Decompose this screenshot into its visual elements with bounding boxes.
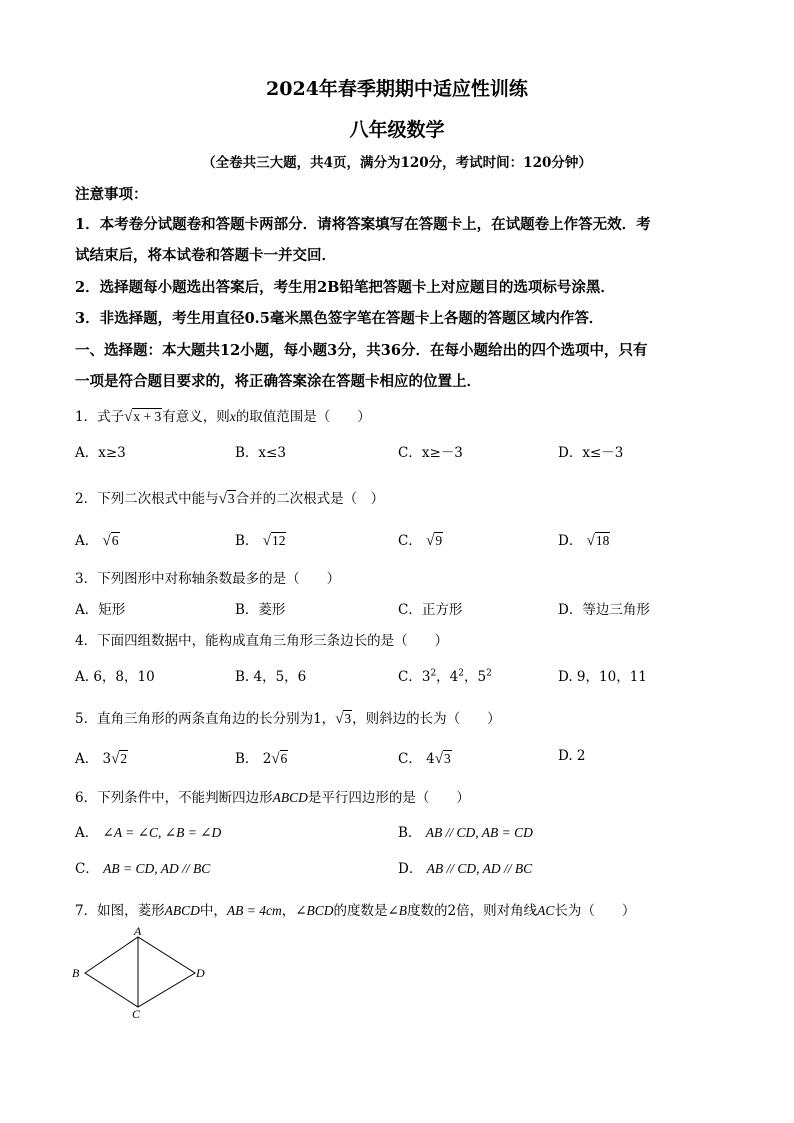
question-1-option-d: D．x≤－3 (558, 445, 624, 461)
option-label: C． (398, 751, 422, 767)
radical: √6 (271, 751, 288, 767)
exponent: 2 (486, 668, 492, 679)
option-label: D． (558, 533, 583, 549)
question-1-radicand: x + 3 (133, 409, 162, 424)
option-expression: AB // CD, AB = CD (425, 825, 533, 840)
option-label: A． (75, 533, 99, 549)
question-3-option-b: B．菱形 (235, 602, 286, 618)
question-7-angle-bcd: ∠BCD (295, 903, 334, 918)
notice-item-1-line-1: 1．本考卷分试题卷和答题卡两部分．请将答案填写在答题卡上，在试题卷上作答无效．考 (75, 216, 651, 233)
question-6-quadrilateral: ABCD (272, 790, 308, 805)
question-2-radicand: 3 (227, 491, 235, 506)
question-5 (75, 707, 501, 728)
question-7-separator: ， (281, 903, 296, 919)
question-1-suffix: 的取值范围是（ ） (235, 409, 371, 425)
question-7-angle-b: ∠B (387, 903, 408, 918)
vertex-label-d: D (196, 966, 205, 980)
vertex-label-c: C (132, 1007, 141, 1020)
question-3-option-c: C．正方形 (398, 602, 463, 618)
question-1-option-c: C．x≥－3 (398, 445, 463, 461)
notice-item-1-line-2: 试结束后，将本试卷和答题卡一并交回． (75, 247, 336, 264)
subject-title: 八年级数学 (349, 119, 445, 141)
radicand: 6 (111, 533, 119, 548)
question-2-prefix: 2．下列二次根式中能与 (75, 491, 219, 507)
option-label: B． (398, 825, 422, 841)
rhombus-outline (85, 937, 195, 1007)
base: 3 (421, 669, 431, 685)
question-3-option-d: D．等边三角形 (558, 602, 650, 618)
question-7-given: AB = 4cm (226, 903, 282, 918)
question-6-option-c (75, 857, 210, 877)
question-2-suffix: 合并的二次根式是（ ） (235, 491, 385, 507)
option-expression: AB = CD, AD // BC (103, 861, 211, 876)
radicand: 6 (280, 751, 288, 766)
exam-info: （全卷共三大题，共4页，满分为120分，考试时间：120分钟） (202, 155, 592, 171)
question-5-option-b (235, 747, 288, 768)
question-2-option-b (235, 529, 286, 550)
question-6-prefix: 6．下列条件中，不能判断四边形 (75, 790, 273, 806)
question-5-prefix: 5．直角三角形的两条直角边的长分别为1， (75, 711, 336, 727)
question-7-quadrilateral: ABCD (164, 903, 200, 918)
sqrt-18: √18 (586, 533, 610, 549)
option-label: C． (398, 533, 422, 549)
option-label: A． (75, 825, 99, 841)
option-label: B． (235, 751, 259, 767)
option-label: B． (235, 533, 259, 549)
question-6-suffix: 是平行四边形的是（ ） (307, 790, 470, 806)
option-label: A． (75, 751, 99, 767)
question-1-variable: x (229, 409, 236, 424)
radicand: 9 (435, 533, 443, 548)
coefficient: 3 (102, 751, 112, 767)
radicand: 3 (344, 711, 352, 726)
question-5-option-d: D. 2 (558, 748, 586, 764)
coefficient: 4 (426, 751, 435, 767)
notice-item-2: 2．选择题每小题选出答案后，考生用2B铅笔把答题卡上对应题目的选项标号涂黑． (75, 279, 615, 296)
radicand: 2 (120, 751, 128, 766)
question-2-option-a (75, 529, 120, 550)
question-7-prefix: 7．如图，菱形 (75, 903, 165, 919)
question-6 (75, 786, 470, 806)
option-expression: ∠A = ∠C, ∠B = ∠D (102, 825, 222, 840)
radicand: 18 (595, 533, 610, 548)
coefficient: 2 (262, 751, 272, 767)
question-5-option-a (75, 747, 128, 768)
question-4-option-c: C．$3^2$，$4^2$，$5^2$ (398, 668, 492, 685)
question-4: 4．下面四组数据中，能构成直角三角形三条边长的是（ ） (75, 633, 449, 649)
question-4-option-a: A. 6，8，10 (75, 669, 155, 685)
question-7-text: 的度数是 (333, 903, 388, 919)
question-5-suffix: ，则斜边的长为（ ） (352, 711, 501, 727)
question-2 (75, 487, 384, 508)
option-label: C． (398, 669, 422, 685)
option-label: D． (398, 861, 423, 877)
notice-heading: 注意事项： (75, 186, 148, 203)
question-7 (75, 899, 635, 919)
option-expression: AB // CD, AD // BC (426, 861, 533, 876)
question-2-option-d (558, 529, 610, 550)
radicand: 12 (271, 533, 286, 548)
question-1 (75, 405, 371, 426)
question-7-text: 中， (199, 903, 227, 919)
sqrt-9: √9 (426, 533, 443, 549)
radical: √3 (434, 751, 451, 767)
vertex-label-b: B (72, 966, 80, 980)
sqrt-12: √12 (262, 533, 286, 549)
section-1-line-1: 一、选择题：本大题共12小题，每小题3分，共36分．在每小题给出的四个选项中，只有 (75, 342, 648, 359)
exponent: 2 (430, 668, 437, 679)
sqrt-6: √6 (102, 533, 119, 549)
question-4-option-b: B. 4，5，6 (235, 669, 307, 685)
option-label: C． (75, 861, 99, 877)
question-4-option-d: D. 9，10，11 (558, 669, 647, 685)
question-2-radical: √3 (218, 491, 235, 507)
question-7-suffix: 长为（ ） (554, 903, 636, 919)
question-2-option-c (398, 529, 443, 550)
rhombus-figure (65, 925, 215, 1020)
vertex-label-a: A (134, 925, 142, 938)
question-6-option-d (398, 857, 532, 877)
question-1-prefix: 1．式子 (75, 409, 125, 425)
question-1-middle: 有意义，则 (162, 409, 230, 425)
question-6-option-a (75, 821, 221, 841)
question-3-option-a: A．矩形 (75, 602, 126, 618)
question-7-diagonal: AC (537, 903, 555, 918)
radical: √2 (111, 751, 128, 767)
question-1-radical: √x + 3 (124, 409, 162, 425)
radicand: 3 (443, 751, 451, 766)
exam-title: 2024年春季期期中适应性训练 (266, 78, 528, 100)
question-5-radical: √3 (335, 711, 352, 727)
notice-item-3: 3．非选择题，考生用直径0.5毫米黑色签字笔在答题卡上各题的答题区域内作答． (75, 310, 604, 327)
question-5-option-c (398, 747, 452, 768)
base: 4 (449, 669, 459, 685)
section-1-line-2: 一项是符合题目要求的，将正确答案涂在答题卡相应的位置上． (75, 373, 481, 390)
exponent: 2 (458, 668, 464, 679)
base: 5 (477, 669, 487, 685)
question-1-option-b: B．x≤3 (235, 445, 286, 461)
question-7-text: 度数的2倍，则对角线 (407, 903, 538, 919)
question-1-option-a: A．x≥3 (75, 445, 126, 461)
question-6-option-b (398, 821, 533, 841)
question-3: 3．下列图形中对称轴条数最多的是（ ） (75, 571, 341, 587)
